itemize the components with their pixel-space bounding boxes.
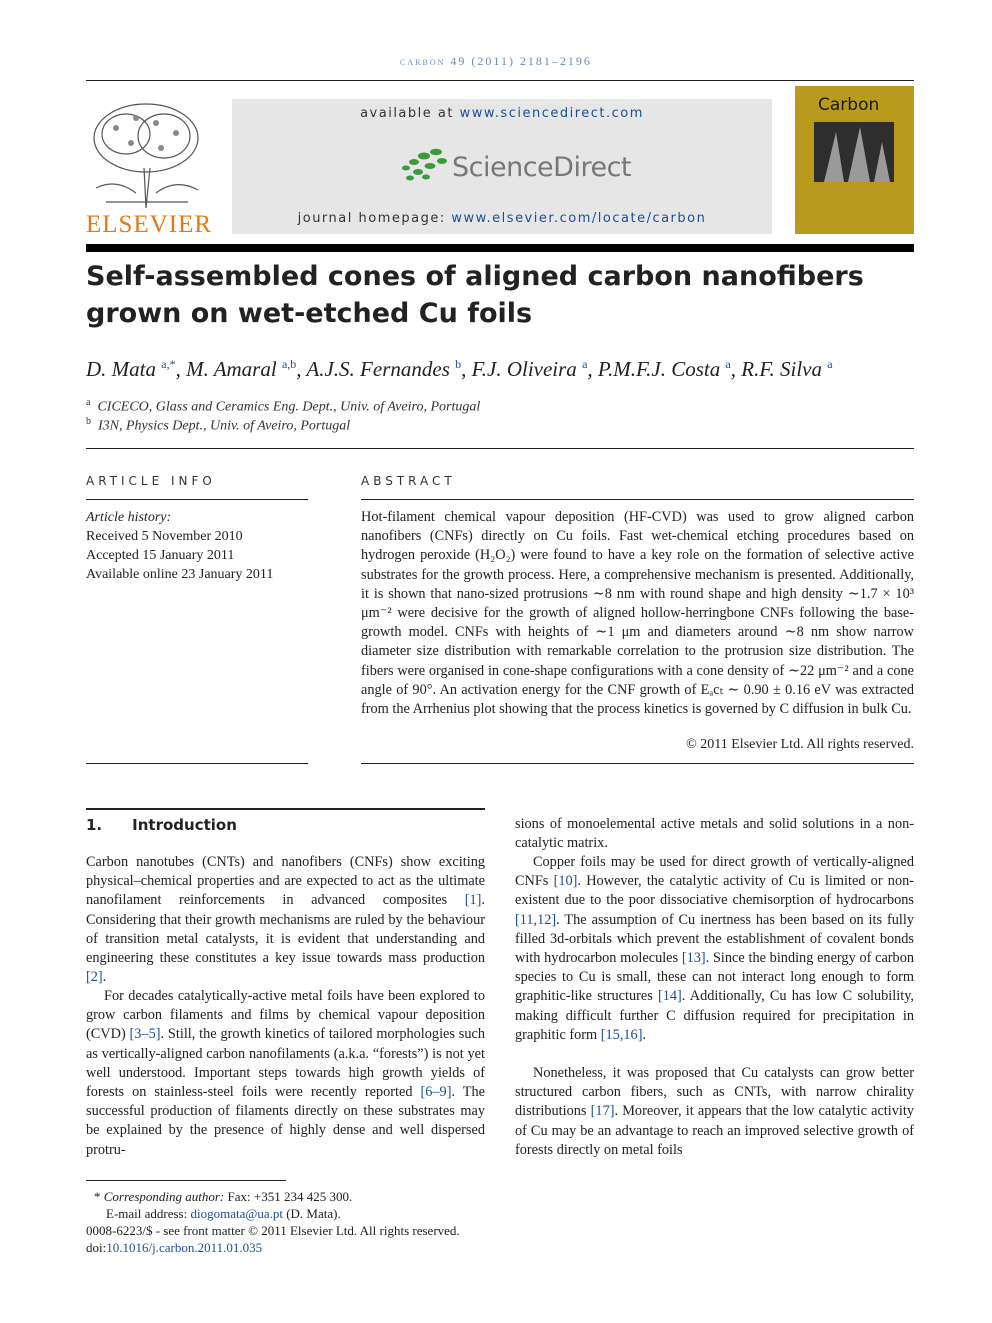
article-title: Self-assembled cones of aligned carbon nanofibers grown on wet-etched Cu foils xyxy=(86,261,864,329)
footnote-rule xyxy=(86,1180,286,1181)
journal-citation: carbon 49 (2011) 2181–2196 xyxy=(400,54,592,68)
citation-link[interactable]: [3–5] xyxy=(129,1026,161,1043)
email-link[interactable]: diogomata@ua.pt xyxy=(190,1206,283,1221)
doi-line xyxy=(86,1240,262,1256)
author-name: , M. Amaral xyxy=(175,357,282,381)
issn-line: 0008-6223/$ - see front matter © 2011 Elsevier Ltd. All rights reserved. xyxy=(86,1223,460,1238)
accepted-date: Accepted 15 January 2011 xyxy=(86,548,235,563)
author-name: , P.M.F.J. Costa xyxy=(587,357,726,381)
article-history-label: Article history: xyxy=(86,510,172,525)
paragraph-text: . However, the catalytic activity of Cu is limited or non-existent due to the poor dissociative chemisorption of hydrocarbons xyxy=(515,873,914,909)
affiliation-b xyxy=(86,416,350,435)
affiliation-mark: a xyxy=(86,397,91,408)
author-affiliation-mark[interactable]: a xyxy=(582,357,588,371)
citation-link[interactable]: [14] xyxy=(657,988,682,1005)
email-label: E-mail address: xyxy=(106,1206,191,1221)
sciencedirect-link[interactable]: www.sciencedirect.com xyxy=(459,106,644,121)
homepage-label: journal homepage: xyxy=(297,211,452,226)
intro-paragraph-4 xyxy=(515,1064,914,1160)
abstract-heading: ABSTRACT xyxy=(361,474,456,488)
affiliation-mark: b xyxy=(86,416,91,427)
paragraph-text: . Moreover, it appears that the low catalytic activity of Cu may be an advantage to reach an improved selective growth of forests directly on metal foils xyxy=(515,1103,914,1158)
article-info-bottom-rule xyxy=(86,763,308,764)
abstract-rule xyxy=(361,499,914,500)
doi-link[interactable]: 10.1016/j.carbon.2011.01.035 xyxy=(106,1240,263,1255)
paragraph-text: . xyxy=(102,969,107,986)
intro-paragraph-3 xyxy=(515,853,914,1045)
intro-paragraph-continued: sions of monoelemental active metals and solid solutions in a non-catalytic matrix. xyxy=(515,816,914,852)
email-suffix: (D. Mata). xyxy=(282,1206,341,1221)
citation-link[interactable]: [15,16] xyxy=(600,1026,643,1043)
paragraph-text: . Still, the growth kinetics of tailored morphologies such as vertically-aligned carbon nanofilaments (a.k.a. “forests”) is not yet well understood. Important steps towards high growth yields of forests on stainless-steel foils were recently reported xyxy=(86,1026,485,1101)
author-affiliation-mark[interactable]: a,* xyxy=(161,357,176,371)
paragraph-text: . The assumption of Cu inertness has been based on its fully filled 3d-orbitals which prevent the establishment of covalent bonds with hydrocarbon molecules xyxy=(515,911,914,967)
intro-rule xyxy=(86,808,485,810)
paragraph-text: . Since the binding energy of carbon species to Cu is small, these can not interact long enough to form graphitic-like structures xyxy=(515,950,915,1005)
author-list xyxy=(86,357,833,382)
elsevier-tree-logo xyxy=(86,98,208,215)
cover-image xyxy=(814,122,894,182)
paragraph-text: . Additionally, Cu has low C solubility, making difficult further C diffusion required for precipitation in graphitic form xyxy=(515,988,914,1043)
citation-link[interactable]: [13] xyxy=(681,950,706,967)
header-thick-rule xyxy=(86,244,914,252)
cover-title: Carbon xyxy=(818,95,880,115)
paragraph-text: . xyxy=(642,1026,647,1043)
paragraph-text: For decades catalytically-active metal foils have been explored to grow carbon filaments and films by chemical vapour deposition (CVD) xyxy=(86,988,485,1043)
corresponding-author-note xyxy=(94,1189,352,1205)
author-affiliation-mark[interactable]: a xyxy=(827,357,833,371)
author-affiliation-mark[interactable]: a xyxy=(725,357,731,371)
abstract-text: Hot-filament chemical vapour deposition (HF-CVD) was used to grow aligned carbon nanofibers (CNFs) directly on Cu foils. Fast wet-chemical etching procedures based on hydrogen peroxide (H₂O₂) were found to have a key role on the formation of selective active substrates for the growth process. Here, a comprehensive mechanism is presented. Additionally, it is shown that nano-sized protrusions ∼8 nm with round shape and high density ∼1.7 × 10³ μm⁻² were decisive for the growth of aligned hollow-herringbone CNFs following the base-growth model. CNFs with heights of ∼1 μm and diameters around ∼8 nm show narrow diameter size distribution with remarkable correlation to the protrusion size distribution. The fibers were organised in cone-shape configurations with a cone density of ∼22 μm⁻² and a cone angle of 90°. An activation energy for the CNF growth of Eₐcₜ ∼ 0.90 ± 0.16 eV was extracted from the Arrhenius plot showing that the process kinetics is governed by C diffusion in bulk Cu. xyxy=(361,509,914,718)
author-name: D. Mata xyxy=(86,357,162,381)
paragraph-text: . Considering that their growth mechanisms are ruled by the behaviour of transition metal catalysts, it is evident that understanding and engineering these constitutes a key issue towards mass production xyxy=(86,892,485,967)
article-info-rule xyxy=(86,499,308,500)
abstract-copyright: © 2011 Elsevier Ltd. All rights reserved. xyxy=(686,737,914,752)
paragraph-text: Carbon nanotubes (CNTs) and nanofibers (CNFs) show exciting physical–chemical properties and are expected to act as the ultimate nanofilament reinforcements in advanced composites xyxy=(86,854,485,909)
doi-label: doi: xyxy=(86,1240,107,1255)
affiliation-a xyxy=(86,397,480,416)
citation-link[interactable]: [10] xyxy=(553,873,578,890)
citation-link[interactable]: [11,12] xyxy=(515,911,557,928)
online-date: Available online 23 January 2011 xyxy=(86,567,274,582)
sciencedirect-leaf-icon xyxy=(398,146,450,187)
intro-paragraph-1 xyxy=(86,853,485,987)
header-rule xyxy=(86,80,914,81)
paragraph-text: Copper foils may be used for direct growth of vertically-aligned CNFs xyxy=(515,854,914,890)
citation-link[interactable]: [6–9] xyxy=(420,1084,452,1101)
author-affiliation-mark[interactable]: a,b xyxy=(281,357,297,371)
section-heading xyxy=(86,816,237,834)
paragraph-text: . The successful production of filaments directly on these substrates may be explained by the presence of highly dense and well dispersed protru- xyxy=(86,1084,485,1158)
citation-link[interactable]: [2] xyxy=(86,969,103,986)
article-info-heading: ARTICLE INFO xyxy=(86,474,216,488)
section-title: Introduction xyxy=(132,816,237,834)
affiliation-rule xyxy=(86,448,914,449)
available-at-label: available at xyxy=(360,106,460,121)
affiliation-text: CICECO, Glass and Ceramics Eng. Dept., Univ. of Aveiro, Portugal xyxy=(97,399,481,415)
available-at-line xyxy=(232,106,772,121)
author-affiliation-mark[interactable]: b xyxy=(455,357,462,371)
corresponding-author-label: Corresponding author: xyxy=(103,1189,225,1204)
corresponding-author-fax: Fax: +351 234 425 300. xyxy=(224,1189,353,1204)
footnote-mark: * xyxy=(94,1189,101,1204)
author-name: , A.J.S. Fernandes xyxy=(296,357,456,381)
intro-paragraph-2 xyxy=(86,987,485,1160)
author-name: , R.F. Silva xyxy=(730,357,828,381)
journal-homepage-line xyxy=(232,211,772,226)
email-note xyxy=(106,1206,341,1222)
affiliation-text: I3N, Physics Dept., Univ. of Aveiro, Portugal xyxy=(98,418,351,434)
author-name: , F.J. Oliveira xyxy=(461,357,583,381)
section-number: 1. xyxy=(86,816,103,834)
paragraph-text: Nonetheless, it was proposed that Cu catalysts can grow better structured carbon fibers, such as CNTs, with narrow chirality distributions xyxy=(515,1065,914,1120)
abstract-bottom-rule xyxy=(361,763,914,764)
received-date: Received 5 November 2010 xyxy=(86,529,243,544)
citation-link[interactable]: [1] xyxy=(464,892,482,909)
journal-homepage-link[interactable]: www.elsevier.com/locate/carbon xyxy=(451,211,707,226)
elsevier-wordmark: ELSEVIER xyxy=(86,211,213,238)
sciencedirect-wordmark: ScienceDirect xyxy=(452,152,632,183)
citation-link[interactable]: [17] xyxy=(590,1103,615,1120)
